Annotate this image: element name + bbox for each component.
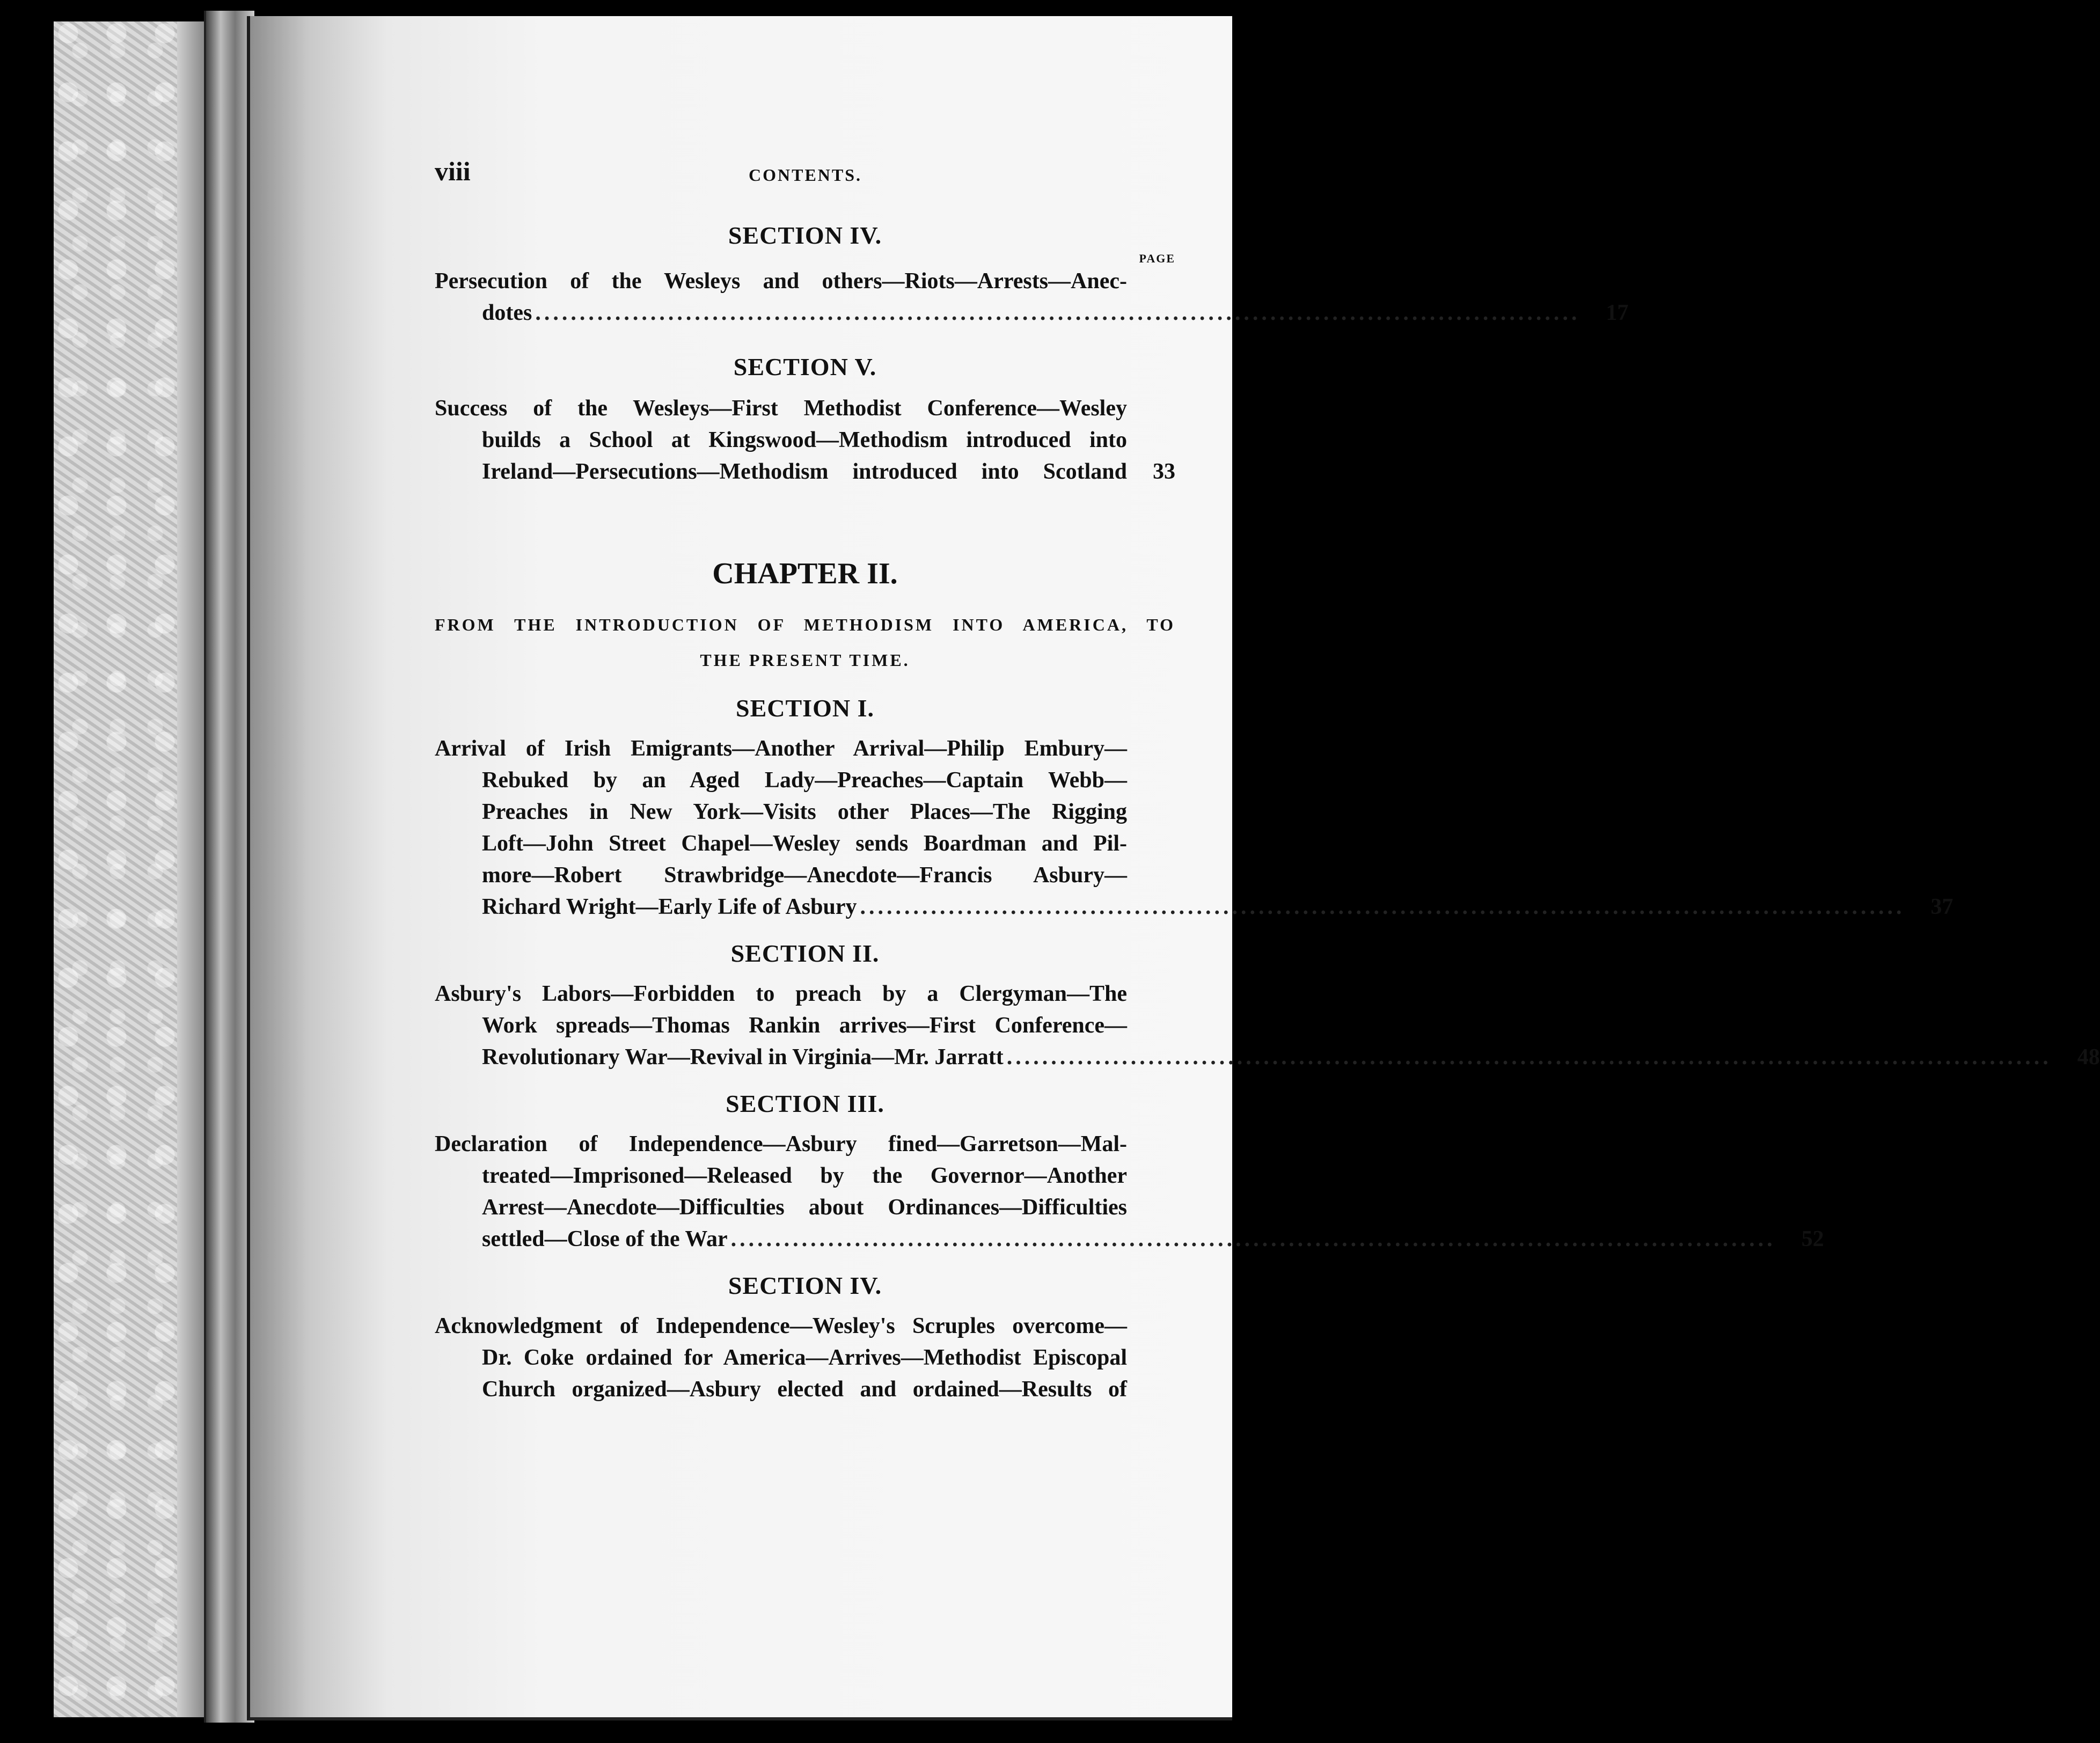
toc-entry-line: treated—Imprisoned—Released by the Governor—Another [482, 1163, 1127, 1188]
chapter-subtitle-line: FROM THE INTRODUCTION OF METHODISM INTO AMERICA, TO [435, 615, 1175, 634]
chapter-subtitle [435, 607, 1175, 678]
toc-entry [435, 978, 2100, 1073]
toc-entry-line: Acknowledgment of Independence—Wesley's Scruples overcome— [435, 1314, 1127, 1338]
toc-entry-line: Rebuked by an Aged Lady—Preaches—Captain Webb— [482, 768, 1127, 793]
toc-entry-line: Declaration of Independence—Asbury fined—Garretson—Mal- [435, 1132, 1127, 1156]
toc-section [435, 694, 1953, 923]
toc-entry-line: builds a School at Kingswood—Methodism introduced into [482, 428, 1127, 452]
toc-entry-line: Richard Wright—Early Life of Asbury [482, 895, 857, 919]
toc-entry-line: Revolutionary War—Revival in Virginia—Mr. Jarratt [482, 1045, 1004, 1070]
toc-section [435, 1271, 1175, 1405]
toc-entry-line: Arrival of Irish Emigrants—Another Arrival—Philip Embury— [435, 736, 1127, 761]
toc-page-number: 33 [1153, 459, 1175, 484]
dot-leader: ...................................................................................................................... [535, 301, 1581, 325]
page-header [435, 156, 1175, 188]
dot-leader: ...................................................................................................................... [1006, 1045, 2052, 1070]
toc-entry [435, 1310, 1175, 1405]
toc-entry [435, 266, 1629, 329]
toc-entry-line: Work spreads—Thomas Rankin arrives—First Conference— [482, 1013, 1127, 1038]
running-head: CONTENTS. [749, 165, 862, 185]
toc-section [435, 1089, 1824, 1255]
toc-entry-line: Asbury's Labors—Forbidden to preach by a Clergyman—The [435, 982, 1127, 1006]
section-heading: SECTION IV. [728, 1272, 882, 1299]
section-heading: SECTION II. [730, 940, 880, 967]
toc-entry-line: dotes [482, 301, 532, 325]
toc-page-number: 37 [1930, 895, 1953, 919]
toc-entry-line: Loft—John Street Chapel—Wesley sends Boardman and Pil- [482, 831, 1127, 856]
chapter-block [435, 556, 1175, 678]
toc-entry-line: Ireland—Persecutions—Methodism introduced into Scotland [482, 459, 1127, 484]
toc-entry-line: Preaches in New York—Visits other Places—The Rigging [482, 800, 1127, 824]
section-heading: SECTION I. [736, 694, 874, 722]
section-heading: SECTION V. [733, 353, 877, 380]
toc-section [435, 939, 2100, 1073]
chapter-subtitle-line: THE PRESENT TIME. [700, 650, 910, 670]
page-number: viii [435, 156, 471, 186]
toc-page-number: 48 [2077, 1045, 2100, 1070]
dot-leader: ...................................................................................................................... [730, 1227, 1776, 1251]
toc-entry-line: Success of the Wesleys—First Methodist Conference—Wesley [435, 396, 1127, 421]
toc-entry [435, 1129, 1824, 1255]
toc-page-number: 17 [1606, 301, 1629, 325]
toc-entry-line: Persecution of the Wesleys and others—Riots—Arrests—Anec- [435, 269, 1127, 294]
dot-leader: ...................................................................................................................... [860, 895, 1905, 919]
section-heading: SECTION III. [726, 1090, 884, 1117]
toc-section [435, 353, 1175, 488]
toc-section [435, 221, 1629, 329]
section-heading: SECTION IV. [728, 222, 882, 249]
page-column-label: PAGE [1139, 252, 1175, 265]
toc-entry-line: Arrest—Anecdote—Difficulties about Ordinances—Difficulties [482, 1195, 1127, 1220]
toc-entry [435, 733, 1953, 923]
toc-page-number: 52 [1801, 1227, 1824, 1251]
toc-entry-line: more—Robert Strawbridge—Anecdote—Francis Asbury— [482, 863, 1127, 888]
toc-entry [435, 393, 1175, 488]
contents-page [435, 156, 2100, 1405]
toc-entry-line: Dr. Coke ordained for America—Arrives—Methodist Episcopal [482, 1345, 1127, 1370]
chapter-heading: CHAPTER II. [712, 557, 898, 590]
toc-entry-line: settled—Close of the War [482, 1227, 728, 1251]
toc-entry-line: Church organized—Asbury elected and ordained—Results of [482, 1377, 1127, 1402]
